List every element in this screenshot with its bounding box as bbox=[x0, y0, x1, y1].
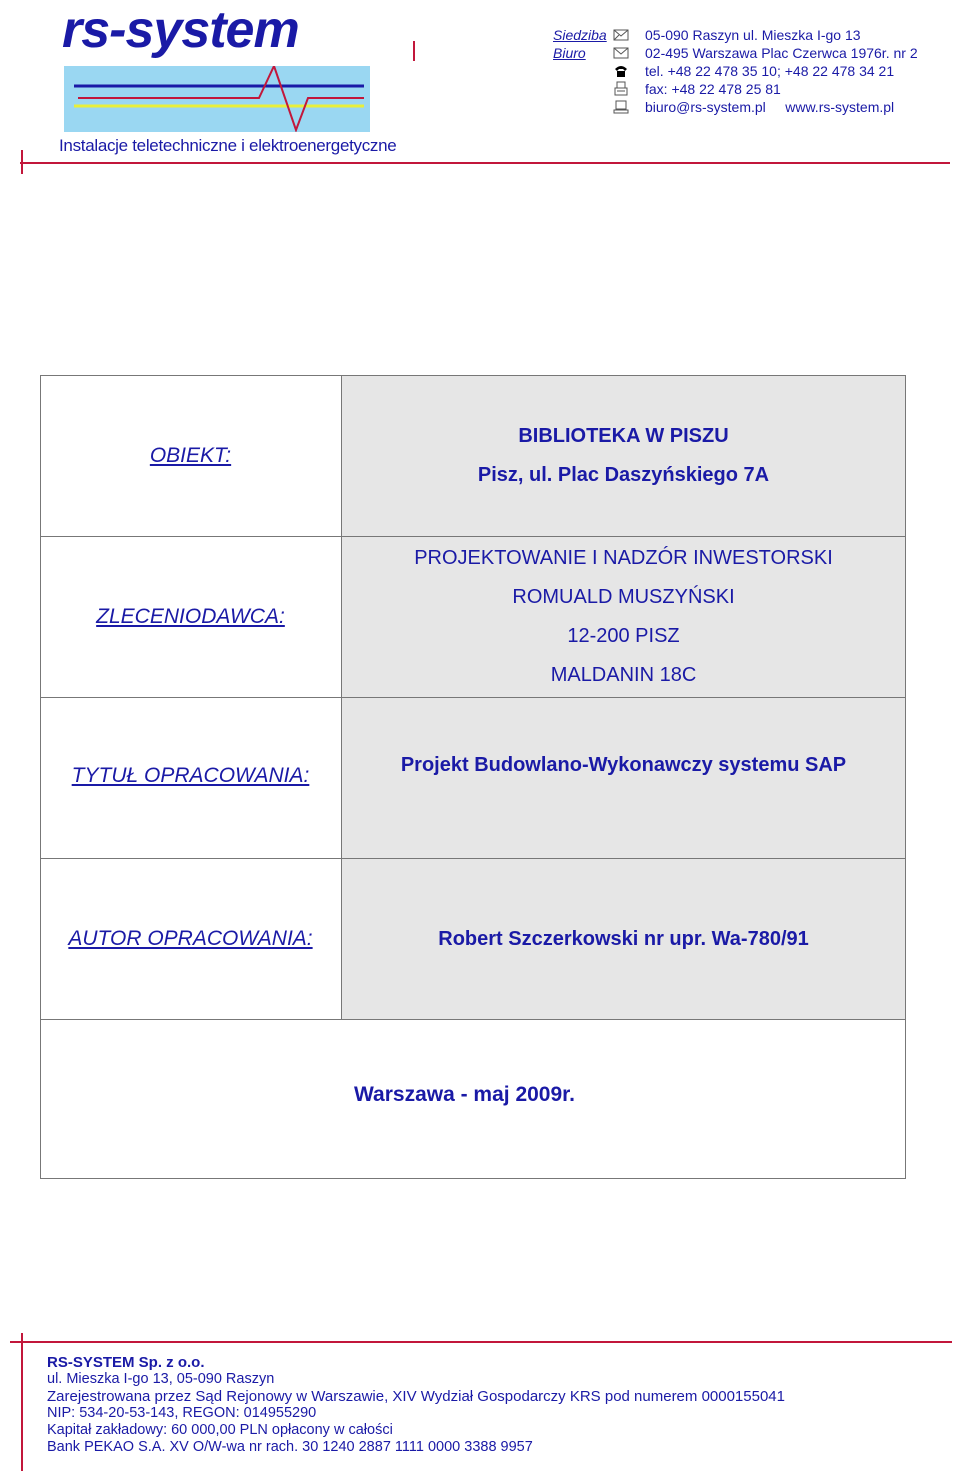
contact-text: fax: +48 22 478 25 81 bbox=[645, 81, 781, 97]
fax-icon bbox=[613, 81, 629, 97]
pulse-signal-icon bbox=[64, 66, 370, 132]
client-line: ROMUALD MUSZYŃSKI bbox=[512, 586, 735, 608]
client-line: MALDANIN 18C bbox=[550, 664, 697, 686]
footer-company: RS-SYSTEM Sp. z o.o. bbox=[47, 1354, 205, 1371]
header-rule bbox=[20, 162, 950, 164]
footer bbox=[47, 1354, 785, 1456]
object-value bbox=[341, 376, 905, 536]
footer-bank: Bank PEKAO S.A. XV O/W-wa nr rach. 30 1240 2887 1111 0000 3388 9957 bbox=[47, 1439, 533, 1455]
contact-label: Siedziba bbox=[553, 27, 607, 43]
object-address: Pisz, ul. Plac Daszyńskiego 7A bbox=[477, 464, 770, 486]
client-line: PROJEKTOWANIE I NADZÓR INWESTORSKI bbox=[414, 547, 833, 569]
contact-label: Biuro bbox=[553, 45, 586, 61]
contact-text: 05-090 Raszyn ul. Mieszka I-go 13 bbox=[645, 27, 861, 43]
header-divider bbox=[413, 41, 415, 61]
client-label: ZLECENIODAWCA: bbox=[96, 605, 285, 628]
title-value-cell bbox=[341, 698, 905, 858]
author-value-cell bbox=[341, 859, 905, 1019]
contact-text: biuro@rs-system.pl www.rs-system.pl bbox=[645, 99, 895, 115]
contact-text: 02-495 Warszawa Plac Czerwca 1976r. nr 2 bbox=[645, 45, 918, 61]
footer-address: ul. Mieszka I-go 13, 05-090 Raszyn bbox=[47, 1371, 275, 1387]
footer-registration: Zarejestrowana przez Sąd Rejonowy w Warszawie, XIV Wydział Gospodarczy KRS pod numerem 0000155041 bbox=[47, 1388, 785, 1405]
title-block bbox=[40, 375, 906, 1179]
row-object bbox=[41, 376, 905, 537]
author-value: Robert Szczerkowski nr upr. Wa-780/91 bbox=[438, 927, 809, 950]
issue-date: Warszawa - maj 2009r. bbox=[354, 1083, 576, 1106]
phone-icon bbox=[613, 63, 629, 79]
envelope-icon bbox=[613, 27, 629, 43]
row-author bbox=[41, 859, 905, 1020]
footer-margin-mark bbox=[21, 1333, 23, 1471]
computer-icon bbox=[613, 99, 629, 115]
title-label: TYTUŁ OPRACOWANIA: bbox=[71, 764, 310, 787]
author-label: AUTOR OPRACOWANIA: bbox=[68, 927, 313, 950]
client-value bbox=[341, 537, 905, 697]
envelope-icon bbox=[613, 45, 629, 61]
object-name: BIBLIOTEKA W PISZU bbox=[518, 425, 729, 447]
client-line: 12-200 PISZ bbox=[567, 625, 680, 647]
header-margin-mark bbox=[21, 150, 23, 174]
footer-rule bbox=[10, 1341, 952, 1343]
company-tagline: Instalacje teletechniczne i elektroenergetyczne bbox=[59, 136, 397, 155]
title-value: Projekt Budowlano-Wykonawczy systemu SAP bbox=[400, 754, 847, 776]
row-title bbox=[41, 698, 905, 859]
row-client bbox=[41, 537, 905, 698]
footer-ids: NIP: 534-20-53-143, REGON: 014955290 bbox=[47, 1405, 317, 1421]
object-label: OBIEKT: bbox=[149, 444, 232, 467]
company-logo-text: rs-system bbox=[62, 1, 299, 59]
footer-capital: Kapitał zakładowy: 60 000,00 PLN opłacony w całości bbox=[47, 1422, 393, 1438]
contact-text: tel. +48 22 478 35 10; +48 22 478 34 21 bbox=[645, 63, 895, 79]
logo-graphic bbox=[64, 66, 370, 132]
